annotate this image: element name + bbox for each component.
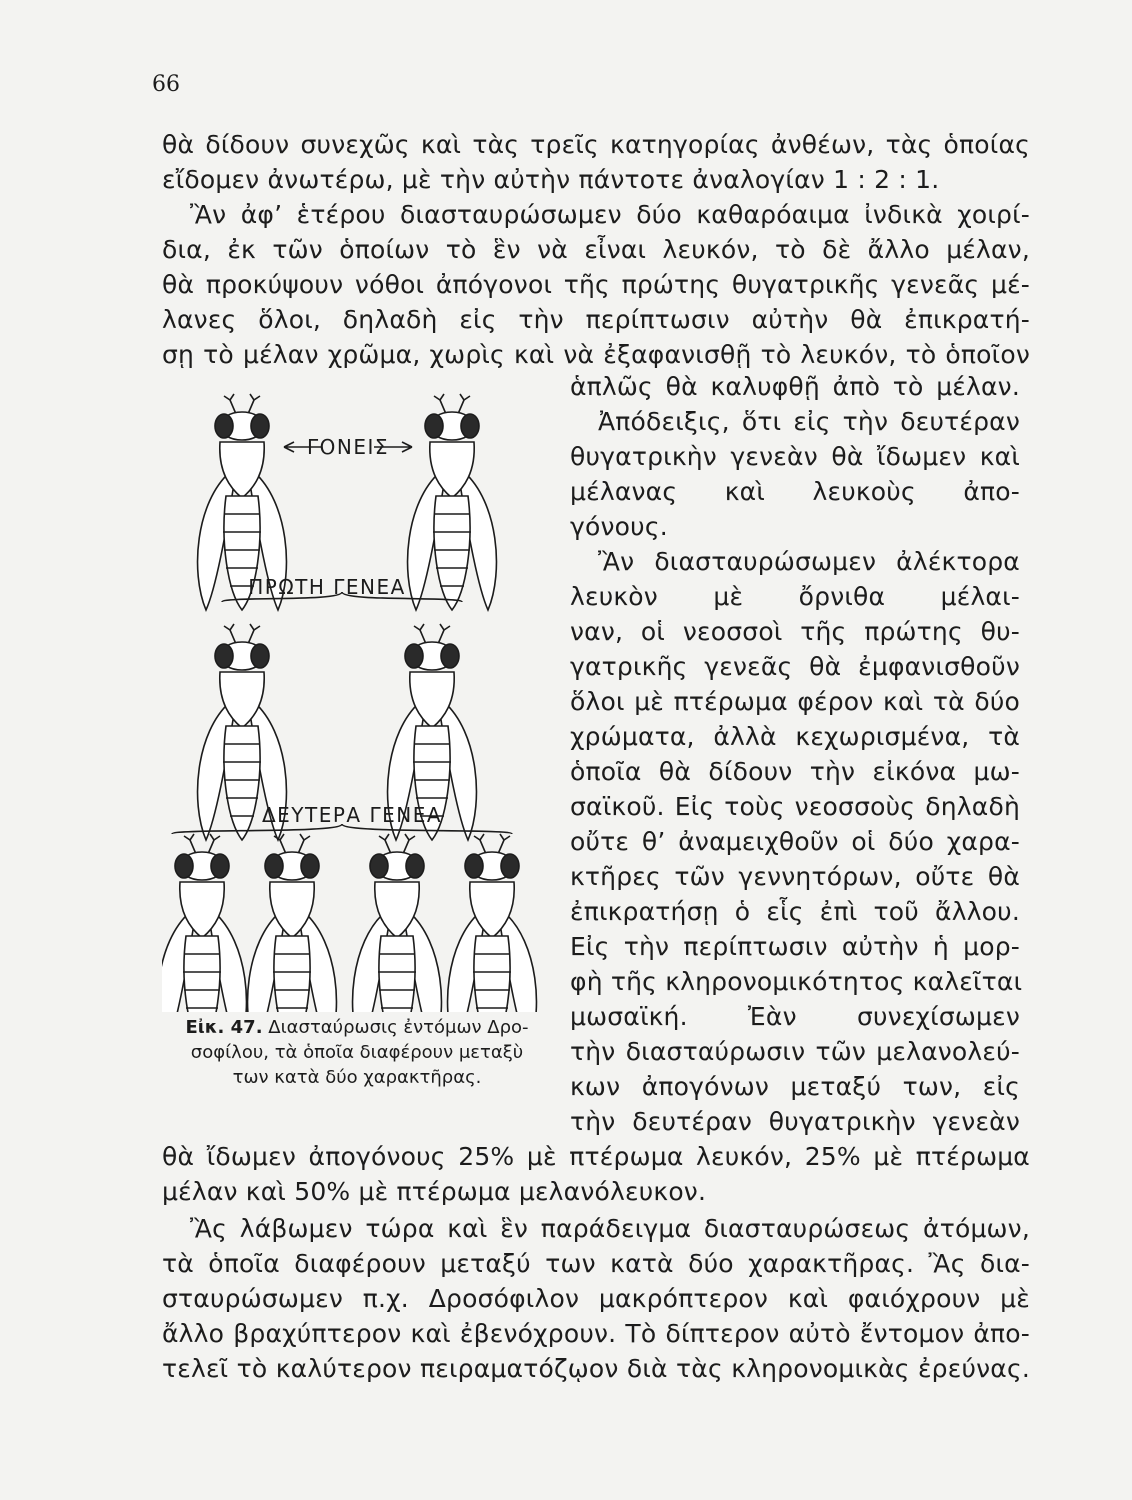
text-line: κτῆρες τῶν γεννητόρων, οὔτε θὰ — [570, 862, 1020, 891]
fly-f2-4 — [448, 834, 537, 1012]
text-line: σταυρώσωμεν π.χ. Δροσόφιλον μακρόπτερον καὶ φαιόχρουν μὲ — [162, 1284, 1030, 1313]
text-line: σαϊκοῦ. Εἰς τοὺς νεοσσοὺς δηλαδὴ — [570, 792, 1020, 821]
text-line: θυγατρικὴν γενεὰν θὰ ἴδωμεν καὶ — [570, 442, 1020, 471]
text-line: μέλανας καὶ λευκοὺς ἀπο- — [570, 477, 1020, 506]
text-line: Ἂς λάβωμεν τώρα καὶ ἓν παράδειγμα διασταυρώσεως ἀτόμων, — [190, 1214, 1030, 1243]
figure-illustration — [162, 392, 562, 1012]
text-line: τὴν δευτέραν θυγατρικὴν γενεὰν — [570, 1107, 1020, 1136]
figure-caption — [162, 1015, 552, 1090]
text-line: χρώματα, ἀλλὰ κεχωρισμένα, τὰ — [570, 722, 1020, 751]
text-line: ἄλλο βραχύπτερον καὶ ἐβενόχρουν. Τὸ δίπτερον αὐτὸ ἔντομον ἀπο- — [162, 1319, 1030, 1348]
text-line: θὰ προκύψουν νόθοι ἀπόγονοι τῆς πρώτης θυγατρικῆς γενεᾶς μέ- — [162, 270, 1030, 299]
fly-f2-2 — [248, 834, 337, 1012]
text-line: Ἂν διασταυρώσωμεν ἀλέκτορα — [598, 547, 1020, 576]
text-line: μωσαϊκή. Ἐὰν συνεχίσωμεν — [570, 1002, 1020, 1031]
fly-f2-3 — [353, 834, 442, 1012]
fly-parent-right — [408, 394, 497, 610]
text-line: εἴδομεν ἀνωτέρω, μὲ τὴν αὐτὴν πάντοτε ἀναλογίαν 1 : 2 : 1. — [162, 165, 940, 194]
text-line: τὰ ὁποῖα διαφέρουν μεταξύ των κατὰ δύο χαρακτῆρας. Ἂς δια- — [162, 1249, 1030, 1278]
text-line: οὔτε θ’ ἀναμειχθοῦν οἱ δύο χαρα- — [570, 827, 1020, 856]
text-line: λευκὸν μὲ ὄρνιθα μέλαι- — [570, 582, 1020, 611]
text-line: γατρικῆς γενεᾶς θὰ ἐμφανισθοῦν — [570, 652, 1020, 681]
text-line: ναν, οἱ νεοσσοὶ τῆς πρώτης θυ- — [570, 617, 1020, 646]
text-line: δια, ἐκ τῶν ὁποίων τὸ ἓν νὰ εἶναι λευκόν, τὸ δὲ ἄλλο μέλαν, — [162, 235, 1030, 264]
text-line: ἐπικρατήσῃ ὁ εἷς ἐπὶ τοῦ ἄλλου. — [570, 897, 1020, 926]
text-line: ὅλοι μὲ πτέρωμα φέρον καὶ τὰ δύο — [570, 687, 1020, 716]
label-parents: ΓΟΝΕΙΣ — [306, 435, 390, 459]
text-line: Ἂν ἀφ’ ἑτέρου διασταυρώσωμεν δύο καθαρόαιμα ἰνδικὰ χοιρί- — [190, 200, 1030, 229]
text-line: θὰ ἴδωμεν ἀπογόνους 25% μὲ πτέρωμα λευκόν, 25% μὲ πτέρωμα — [162, 1142, 1030, 1171]
text-line: Εἰς τὴν περίπτωσιν αὐτὴν ἡ μορ- — [570, 932, 1020, 961]
label-first-generation: ΠΡΩΤΗ ΓΕΝΕΑ — [248, 575, 406, 599]
caption-number: Εἰκ. 47. — [185, 1017, 263, 1038]
text-line: τὴν διασταύρωσιν τῶν μελανολεύ- — [570, 1037, 1020, 1066]
fly-f2-1 — [162, 834, 246, 1012]
text-line: ἁπλῶς θὰ καλυφθῇ ἀπὸ τὸ μέλαν. — [570, 372, 1020, 401]
figure-drosophila-cross — [162, 392, 562, 1012]
text-line: σῃ τὸ μέλαν χρῶμα, χωρὶς καὶ νὰ ἐξαφανισθῇ τὸ λευκόν, τὸ ὁποῖον — [162, 340, 1030, 369]
text-line: ὁποῖα θὰ δίδουν τὴν εἰκόνα μω- — [570, 757, 1020, 786]
caption-line: σοφίλου, τὰ ὁποῖα διαφέρουν μεταξὺ — [190, 1042, 524, 1063]
text-line: φὴ τῆς κληρονομικότητος καλεῖται — [570, 967, 1023, 996]
text-line: μέλαν καὶ 50% μὲ πτέρωμα μελανόλευκον. — [162, 1177, 707, 1206]
caption-line: Διασταύρωσις ἐντόμων Δρο- — [268, 1017, 529, 1038]
text-line: τελεῖ τὸ καλύτερον πειραματόζῳον διὰ τὰς κληρονομικὰς ἐρεύνας. — [162, 1354, 1030, 1383]
text-line: κων ἀπογόνων μεταξύ των, εἰς — [570, 1072, 1020, 1101]
text-line: λανες ὅλοι, δηλαδὴ εἰς τὴν περίπτωσιν αὐτὴν θὰ ἐπικρατή- — [162, 305, 1030, 334]
text-line: θὰ δίδουν συνεχῶς καὶ τὰς τρεῖς κατηγορίας ἀνθέων, τὰς ὁποίας — [162, 130, 1030, 159]
label-second-generation: ΔΕΥΤΕΡΑ ΓΕΝΕΑ — [261, 803, 443, 827]
page-number: 66 — [152, 72, 180, 97]
text-line: γόνους. — [570, 512, 668, 541]
caption-line: των κατὰ δύο χαρακτῆρας. — [232, 1067, 482, 1088]
text-line: Ἀπόδειξις, ὅτι εἰς τὴν δευτέραν — [598, 407, 1020, 436]
